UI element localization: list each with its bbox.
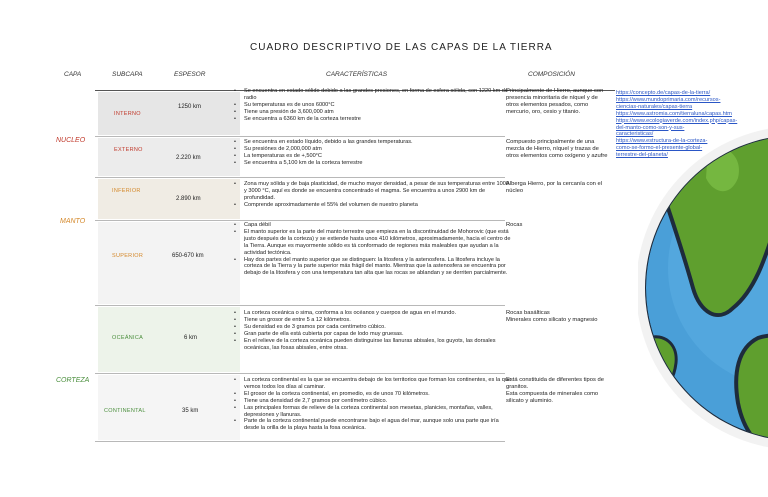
subcapa-externo: EXTERNO: [114, 147, 143, 153]
row-shade: [98, 138, 240, 176]
list-item: • Zona muy sólida y de baja plasticidad, de mucho mayor densidad, a pesar de sus temperaturas entre 1000 y 3000 °C, aquí es donde se encuentra concentrado el magma. Se encuentra a unos 2900 km de profundidad.: [244, 181, 512, 202]
divider-line: [95, 305, 505, 306]
list-item: • Hay dos partes del manto superior que se distinguen: la litosfera y la astenosfera. La litosfera incluye la corteza de la Tierra y la parte superior más frágil del manto. Mientras que la astenosfera se encuentra por debajo de la litosfera y con una temperatura tan alta que las rocas se ablandan y se derriten parcialmente.: [244, 257, 512, 278]
header-espesor: ESPESOR: [174, 71, 206, 78]
row-shade: [98, 222, 240, 304]
espesor-inferior: 2.890 km: [176, 196, 201, 202]
composicion-superior: Rocas: [506, 222, 523, 228]
caracteristicas-externo: [232, 139, 512, 167]
page-title: CUADRO DESCRIPTIVO DE LAS CAPAS DE LA TIERRA: [250, 42, 553, 53]
list-item: • En el relieve de la corteza oceánica pueden distinguirse las llanuras abisales, los guyots, las dorsales oceánicas, las fosas abisales, entre otras.: [244, 338, 512, 352]
espesor-interno: 1250 km: [178, 104, 202, 110]
espesor-superior: 650-670 km: [172, 253, 204, 259]
list-item: • La temperaturas es de +,500°C: [244, 153, 512, 160]
list-item: • Parte de la corteza continental puede encontrarse bajo el agua del mar, aunque solo una parte que iría desde la orilla de la playa hasta la fosa oceánica.: [244, 418, 512, 432]
subcapa-oceanica: OCEÁNICA: [112, 335, 144, 341]
espesor-oceanica: 6 km: [184, 335, 198, 341]
caracteristicas-interno: [232, 88, 512, 123]
list-item: • Capa débil: [244, 222, 512, 229]
composicion-externo: Compuesto principalmente de una mezcla de Hierro, níquel y trazas de otros elementos como oxígeno y azufre: [506, 139, 608, 159]
layer-label-nucleo: NUCLEO: [56, 137, 86, 144]
divider-line: [95, 441, 505, 442]
list-item: • Tiene un grosor de entre 5 a 12 kilómetros.: [244, 317, 512, 324]
caracteristicas-inferior: [232, 181, 512, 209]
list-item: • Tiene una presión de 3,600,000 atm: [244, 109, 512, 116]
composicion-inferior: Alberga Hierro, por la cercanía con el núcleo: [506, 181, 603, 194]
caracteristicas-oceanica: [232, 310, 512, 351]
row-shade: [98, 179, 240, 219]
list-item: • Se encuentra en estado líquido, debido a las grandes temperaturas.: [244, 139, 512, 146]
divider-line: [95, 177, 505, 178]
subcapa-inferior: INFERIOR: [112, 188, 141, 194]
list-item: • Tiene una densidad de 2,7 gramos por centímetro cúbico.: [244, 398, 512, 405]
list-item: • Se encuentra a 5,100 km de la corteza terrestre: [244, 160, 512, 167]
composicion-oceanica: Rocas basálticas Minerales como silicato y magnesio: [506, 310, 598, 323]
list-item: • Gran parte de ella está cubierta por capas de lodo muy gruesas.: [244, 331, 512, 338]
divider-line: [95, 373, 505, 374]
list-item: • Se encuentra a 6360 km de la corteza terrestre: [244, 116, 512, 123]
list-item: • Su temperaturas es de unos 6000°C: [244, 102, 512, 109]
subcapa-interno: INTERNO: [114, 111, 141, 117]
divider-line: [95, 220, 505, 221]
composicion-continental: Está constituida de diferentes tipos de granitos. Esta compuesta de minerales como silicato y aluminio.: [506, 377, 604, 404]
espesor-continental: 35 km: [182, 408, 199, 414]
list-item: • Comprende aproximadamente el 55% del volumen de nuestro planeta: [244, 202, 512, 209]
list-item: • Las principales formas de relieve de la corteza continental son mesetas, planicies, montañas, valles, depresiones y llanuras.: [244, 405, 512, 419]
header-capa: CAPA: [64, 71, 82, 78]
list-item: • La corteza oceánica o sima, conforma a los océanos y cuerpos de agua en el mundo.: [244, 310, 512, 317]
header-caracteristicas: CARACTERÍSTICAS: [326, 71, 388, 78]
divider-line: [95, 136, 505, 137]
caracteristicas-superior: [232, 222, 512, 277]
list-item: • La corteza continental es la que se encuentra debajo de los territorios que forman los continentes, es la que vemos todos los días al caminar.: [244, 377, 512, 391]
header-subcapa: SUBCAPA: [112, 71, 143, 78]
subcapa-continental: CONTINENTAL: [104, 408, 146, 414]
list-item: • El grosor de la corteza continental, en promedio, es de unos 70 kilómetros.: [244, 391, 512, 398]
caracteristicas-continental: [232, 377, 512, 432]
subcapa-superior: SUPERIOR: [112, 253, 144, 259]
reference-links[interactable]: https://concepto.de/capas-de-la-tierra/ https://www.mundoprimaria.com/recursos-ciencias-naturales/capas-tierra https://www.astromia.com/tierraluna/capas.htm https://www.ecologiaverde.com/index.php/capas-del-manto-como-son-y-sus-caracteristicas/ https://www.estructura-de-la-corteza-como-se-formo-el-presente-global-terrestre-del-planeta/: [616, 90, 738, 159]
espesor-externo: 2.220 km: [176, 155, 201, 161]
composicion-interno: Principalmente de Hierro, aunque con presencia minoritaria de níquel y de otros elementos pesados, como mercurio, oro, cesio y titanio.: [506, 88, 604, 115]
list-item: • Su presiónes de 2,000,000 atm: [244, 146, 512, 153]
layer-label-manto: MANTO: [60, 218, 86, 225]
header-composicion: COMPOSICIÓN: [528, 71, 575, 78]
list-item: • Se encuentra en estado sólido debido a las grandes presiones, en forma de esfera sólida, con 1220 km de radio: [244, 88, 512, 102]
layer-label-corteza: CORTEZA: [56, 377, 90, 384]
list-item: • Su densidad es de 3 gramos por cada centímetro cúbico.: [244, 324, 512, 331]
list-item: • El manto superior es la parte del manto terrestre que empieza en la discontinuidad de Mohorovic (que está justo después de la corteza) y se extiende hasta unos 410 kilómetros, aproximadamente, hacia el centro de la Tierra. Aunque es mayormente sólido es tá conformado de regiones más maleables que ayudan a la actividad tectónica.: [244, 229, 512, 257]
